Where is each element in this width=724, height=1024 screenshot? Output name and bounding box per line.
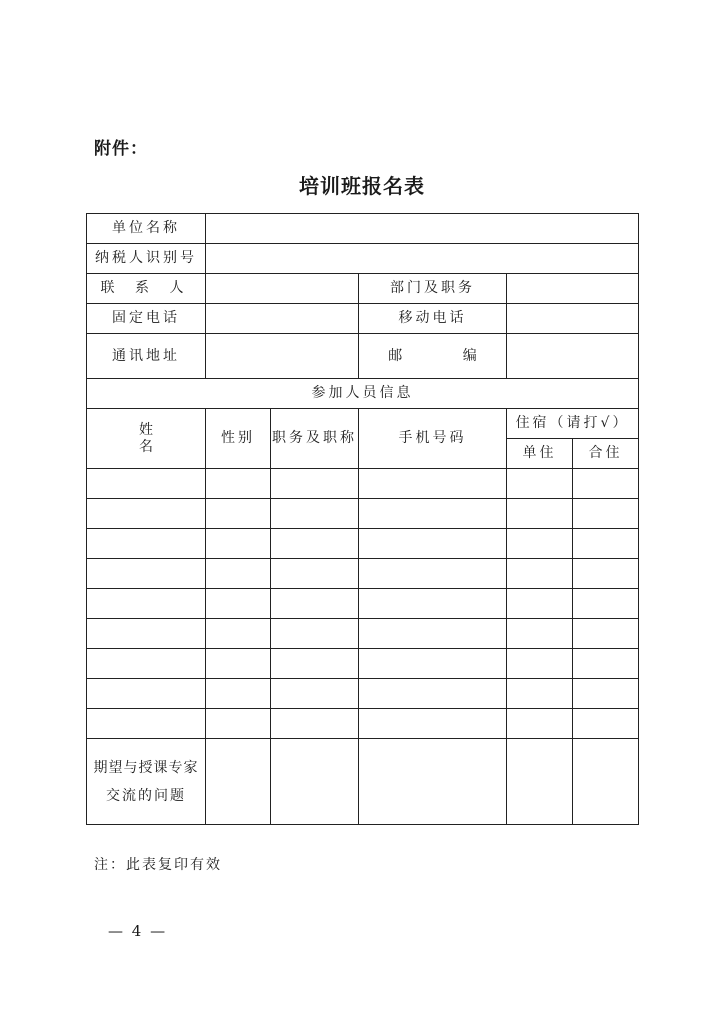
participant-row xyxy=(87,679,639,709)
tax-id-label: 纳税人识别号 xyxy=(87,244,206,274)
postcode-label: 邮 编 xyxy=(359,334,507,379)
participant-shared-cell[interactable] xyxy=(573,469,639,499)
col-gender-header: 性别 xyxy=(206,409,271,469)
participant-single-cell[interactable] xyxy=(507,589,573,619)
participant-row xyxy=(87,499,639,529)
participant-row xyxy=(87,589,639,619)
participant-phone-cell[interactable] xyxy=(359,469,507,499)
col-lodging-header: 住宿（请打√） xyxy=(507,409,639,439)
participant-name-cell[interactable] xyxy=(87,499,206,529)
participant-gender-cell[interactable] xyxy=(206,649,271,679)
participant-name-cell[interactable] xyxy=(87,709,206,739)
form-title: 培训班报名表 xyxy=(299,174,425,198)
participant-position-cell[interactable] xyxy=(271,619,359,649)
participant-phone-cell[interactable] xyxy=(359,679,507,709)
participant-single-cell[interactable] xyxy=(507,499,573,529)
participant-position-cell[interactable] xyxy=(271,529,359,559)
dept-position-field[interactable] xyxy=(507,274,639,304)
participant-gender-cell[interactable] xyxy=(206,559,271,589)
participant-shared-cell[interactable] xyxy=(573,559,639,589)
registration-form-table xyxy=(86,213,639,825)
participant-gender-cell[interactable] xyxy=(206,499,271,529)
participant-position-cell[interactable] xyxy=(271,469,359,499)
row-phones xyxy=(87,304,639,334)
participant-phone-cell[interactable] xyxy=(359,559,507,589)
questions-label-line2: 交流的问题 xyxy=(106,787,186,804)
participant-shared-cell[interactable] xyxy=(573,529,639,559)
address-field[interactable] xyxy=(206,334,359,379)
address-label: 通讯地址 xyxy=(87,334,206,379)
col-single-header: 单住 xyxy=(507,439,573,469)
col-phone-header: 手机号码 xyxy=(359,409,507,469)
questions-field-shared[interactable] xyxy=(573,739,639,825)
participant-phone-cell[interactable] xyxy=(359,529,507,559)
participant-gender-cell[interactable] xyxy=(206,679,271,709)
participant-name-cell[interactable] xyxy=(87,529,206,559)
questions-field-position[interactable] xyxy=(271,739,359,825)
row-questions xyxy=(87,739,639,825)
participant-name-cell[interactable] xyxy=(87,559,206,589)
participant-single-cell[interactable] xyxy=(507,469,573,499)
participant-position-cell[interactable] xyxy=(271,499,359,529)
mobile-label: 移动电话 xyxy=(359,304,507,334)
participant-single-cell[interactable] xyxy=(507,559,573,589)
participant-name-cell[interactable] xyxy=(87,469,206,499)
participant-name-cell[interactable] xyxy=(87,619,206,649)
landline-field[interactable] xyxy=(206,304,359,334)
contact-label: 联 系 人 xyxy=(87,274,206,304)
participant-gender-cell[interactable] xyxy=(206,469,271,499)
row-unit-name xyxy=(87,214,639,244)
unit-name-field[interactable] xyxy=(206,214,639,244)
participant-row xyxy=(87,649,639,679)
participant-phone-cell[interactable] xyxy=(359,649,507,679)
questions-field-gender[interactable] xyxy=(206,739,271,825)
participant-row xyxy=(87,469,639,499)
participant-gender-cell[interactable] xyxy=(206,589,271,619)
participant-single-cell[interactable] xyxy=(507,619,573,649)
participant-row xyxy=(87,529,639,559)
footnote: 注：此表复印有效 xyxy=(94,857,222,873)
questions-label xyxy=(87,739,206,825)
col-name-header: 姓 名 xyxy=(87,409,206,469)
participant-shared-cell[interactable] xyxy=(573,679,639,709)
col-shared-header: 合住 xyxy=(573,439,639,469)
annex-label: 附件： xyxy=(94,139,148,159)
questions-field-phone[interactable] xyxy=(359,739,507,825)
participant-gender-cell[interactable] xyxy=(206,529,271,559)
participant-single-cell[interactable] xyxy=(507,679,573,709)
participant-shared-cell[interactable] xyxy=(573,589,639,619)
tax-id-field[interactable] xyxy=(206,244,639,274)
participant-phone-cell[interactable] xyxy=(359,499,507,529)
participant-shared-cell[interactable] xyxy=(573,499,639,529)
questions-label-line1: 期望与授课专家 xyxy=(93,759,199,776)
participant-name-cell[interactable] xyxy=(87,589,206,619)
participant-row xyxy=(87,709,639,739)
participant-shared-cell[interactable] xyxy=(573,709,639,739)
participant-single-cell[interactable] xyxy=(507,709,573,739)
page-number: — 4 — xyxy=(108,922,168,940)
participant-single-cell[interactable] xyxy=(507,529,573,559)
participant-phone-cell[interactable] xyxy=(359,589,507,619)
participant-name-cell[interactable] xyxy=(87,679,206,709)
row-participants-header-top xyxy=(87,409,639,439)
participant-phone-cell[interactable] xyxy=(359,619,507,649)
row-tax-id xyxy=(87,244,639,274)
participant-row xyxy=(87,559,639,589)
participant-phone-cell[interactable] xyxy=(359,709,507,739)
questions-field-single[interactable] xyxy=(507,739,573,825)
participant-position-cell[interactable] xyxy=(271,649,359,679)
participant-position-cell[interactable] xyxy=(271,679,359,709)
participant-position-cell[interactable] xyxy=(271,559,359,589)
participant-position-cell[interactable] xyxy=(271,709,359,739)
mobile-field[interactable] xyxy=(507,304,639,334)
unit-name-label: 单位名称 xyxy=(87,214,206,244)
participant-shared-cell[interactable] xyxy=(573,649,639,679)
contact-field[interactable] xyxy=(206,274,359,304)
participant-position-cell[interactable] xyxy=(271,589,359,619)
row-address xyxy=(87,334,639,379)
postcode-field[interactable] xyxy=(507,334,639,379)
participant-gender-cell[interactable] xyxy=(206,619,271,649)
participant-single-cell[interactable] xyxy=(507,649,573,679)
dept-position-label: 部门及职务 xyxy=(359,274,507,304)
row-contact xyxy=(87,274,639,304)
landline-label: 固定电话 xyxy=(87,304,206,334)
participant-gender-cell[interactable] xyxy=(206,709,271,739)
col-position-title-header: 职务及职称 xyxy=(271,409,359,469)
participant-name-cell[interactable] xyxy=(87,649,206,679)
row-participants-heading xyxy=(87,379,639,409)
participant-row xyxy=(87,619,639,649)
participants-heading: 参加人员信息 xyxy=(87,379,639,409)
participant-shared-cell[interactable] xyxy=(573,619,639,649)
